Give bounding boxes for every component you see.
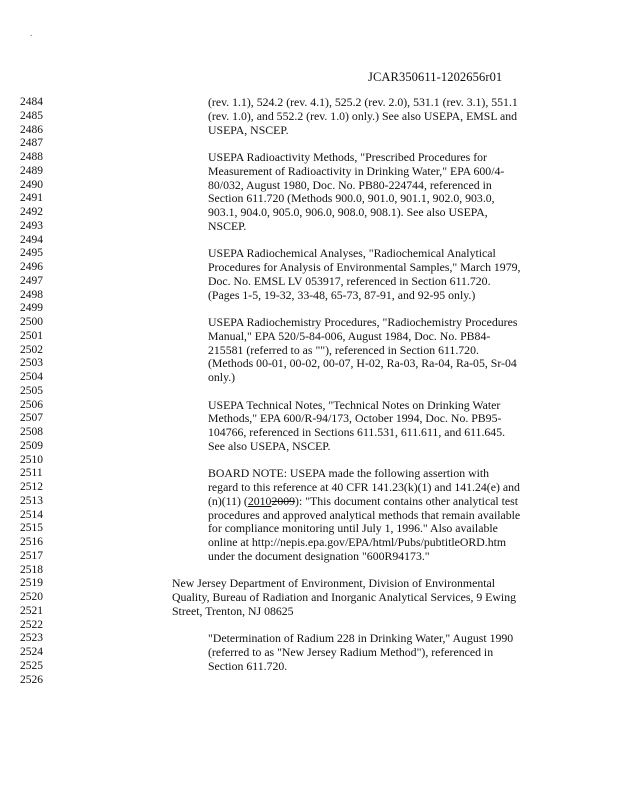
text-line xyxy=(172,564,532,578)
text-line: (rev. 1.0), and 552.2 (rev. 1.0) only.) See also USEPA, EMSL and xyxy=(208,108,518,123)
line-number: 2493 xyxy=(20,219,43,232)
line-number: 2501 xyxy=(20,329,43,342)
line-number: 2484 xyxy=(20,96,43,108)
text-line xyxy=(172,454,532,468)
text-line: under the document designation "600R94173." xyxy=(208,548,430,563)
text-line xyxy=(172,302,532,316)
text-line: (rev. 1.1), 524.2 (rev. 4.1), 525.2 (rev. 2.0), 531.1 (rev. 3.1), 551.1 xyxy=(208,95,518,109)
text-line: Section 611.720. xyxy=(208,658,288,673)
text-line: (referred to as "New Jersey Radium Method"), referenced in xyxy=(208,645,494,659)
text-line: procedures and approved analytical methods that remain available xyxy=(208,507,521,522)
line-number: 2496 xyxy=(20,261,43,273)
line-number: 2522 xyxy=(20,618,43,631)
line-number: 2500 xyxy=(20,316,43,328)
text-line: Street, Trenton, NJ 08625 xyxy=(172,603,294,618)
line-number: 2502 xyxy=(20,343,43,356)
text-segment: ): "This document contains other analytical test xyxy=(295,493,519,508)
text-line: 80/032, August 1980, Doc. No. PB80-224744, referenced in xyxy=(208,177,492,192)
line-number: 2494 xyxy=(20,233,43,246)
text-line: 903.1, 904.0, 905.0, 906.0, 908.0, 908.1). See also USEPA, xyxy=(208,205,488,219)
text-line: online at http://nepis.epa.gov/EPA/html/Pubs/pubtitleORD.htm xyxy=(208,535,507,549)
line-number: 2486 xyxy=(20,123,43,136)
text-line: USEPA Radiochemical Analyses, "Radiochemical Analytical xyxy=(208,246,496,261)
line-number: 2487 xyxy=(20,137,43,150)
line-number: 2488 xyxy=(20,151,43,163)
line-number: 2495 xyxy=(20,247,43,260)
line-number: 2511 xyxy=(20,467,43,480)
line-number: 2513 xyxy=(20,494,43,507)
text-segment: (n)(11) ( xyxy=(208,493,248,508)
line-number: 2520 xyxy=(20,591,43,603)
text-line: See also USEPA, NSCEP. xyxy=(208,438,331,453)
line-number: 2503 xyxy=(20,357,43,370)
document-body xyxy=(172,96,532,687)
text-line xyxy=(172,234,532,248)
text-line: USEPA Technical Notes, "Technical Notes on Drinking Water xyxy=(208,397,501,412)
line-number: 2505 xyxy=(20,384,43,397)
text-line: "Determination of Radium 228 in Drinking Water," August 1990 xyxy=(208,631,514,646)
text-line: (Methods 00-01, 00-02, 00-07, H-02, Ra-03, Ra-04, Ra-05, Sr-04 xyxy=(208,356,517,371)
line-number: 2490 xyxy=(20,178,43,191)
text-line: New Jersey Department of Environment, Division of Environmental xyxy=(172,576,496,591)
text-line xyxy=(172,619,532,633)
text-line: (Pages 1-5, 19-32, 33-48, 65-73, 87-91, and 92-95 only.) xyxy=(208,287,476,302)
line-number: 2526 xyxy=(20,673,43,686)
text-line xyxy=(172,674,532,688)
line-number: 2499 xyxy=(20,302,43,315)
text-line: Procedures for Analysis of Environmental Samples," March 1979, xyxy=(208,260,521,274)
line-number: 2489 xyxy=(20,164,43,177)
inserted-text: 2010 xyxy=(247,493,272,508)
text-line: for compliance monitoring until July 1, 1996." Also available xyxy=(208,521,498,536)
text-line: 104766, referenced in Sections 611.531, 611.611, and 611.645. xyxy=(208,425,506,439)
line-number: 2509 xyxy=(20,439,43,452)
text-line: 215581 (referred to as ""), referenced in Section 611.720. xyxy=(208,342,479,357)
line-number: 2521 xyxy=(20,604,43,617)
line-number: 2508 xyxy=(20,426,43,438)
text-line: Quality, Bureau of Radiation and Inorganic Analytical Services, 9 Ewing xyxy=(172,590,516,604)
line-number: 2504 xyxy=(20,371,43,383)
line-number: 2506 xyxy=(20,398,43,411)
line-number: 2516 xyxy=(20,536,43,548)
document-code-header: JCAR350611-1202656r01 xyxy=(368,70,503,84)
text-line: only.) xyxy=(208,370,236,384)
line-number: 2523 xyxy=(20,632,43,645)
text-line xyxy=(172,137,532,151)
line-number: 2491 xyxy=(20,192,43,205)
text-line: Doc. No. EMSL LV 053917, referenced in Section 611.720. xyxy=(208,273,491,288)
text-line: Manual," EPA 520/5-84-006, August 1984, Doc. No. PB84- xyxy=(208,328,491,343)
text-line: BOARD NOTE: USEPA made the following assertion with xyxy=(208,466,490,481)
text-line xyxy=(172,495,532,509)
line-number: 2485 xyxy=(20,109,43,122)
text-line: regard to this reference at 40 CFR 141.23(k)(1) and 141.24(e) and xyxy=(208,480,520,494)
deleted-text: 2009 xyxy=(271,493,296,508)
line-number: 2498 xyxy=(20,288,43,301)
line-number: 2514 xyxy=(20,508,43,521)
text-line: Section 611.720 (Methods 900.0, 901.0, 901.1, 902.0, 903.0, xyxy=(208,191,495,206)
line-number: 2515 xyxy=(20,522,43,535)
text-line: USEPA, NSCEP. xyxy=(208,122,289,137)
line-number: 2524 xyxy=(20,646,43,658)
line-number-gutter xyxy=(20,96,70,687)
line-number: 2517 xyxy=(20,549,43,562)
text-line: Measurement of Radioactivity in Drinking Water," EPA 600/4- xyxy=(208,163,505,178)
text-line xyxy=(172,385,532,399)
line-number: 2519 xyxy=(20,577,43,590)
text-line: USEPA Radiochemistry Procedures, "Radiochemistry Procedures xyxy=(208,315,518,329)
stray-mark: . xyxy=(30,28,33,38)
line-number: 2507 xyxy=(20,412,43,425)
text-line: Methods," EPA 600/R-94/173, October 1994, Doc. No. PB95- xyxy=(208,411,502,426)
line-number: 2518 xyxy=(20,563,43,576)
line-number: 2497 xyxy=(20,274,43,287)
line-number: 2512 xyxy=(20,481,43,493)
line-number: 2525 xyxy=(20,659,43,672)
line-number: 2492 xyxy=(20,206,43,218)
line-number: 2510 xyxy=(20,453,43,466)
text-line: USEPA Radioactivity Methods, "Prescribed Procedures for xyxy=(208,150,487,164)
text-line: NSCEP. xyxy=(208,218,247,233)
